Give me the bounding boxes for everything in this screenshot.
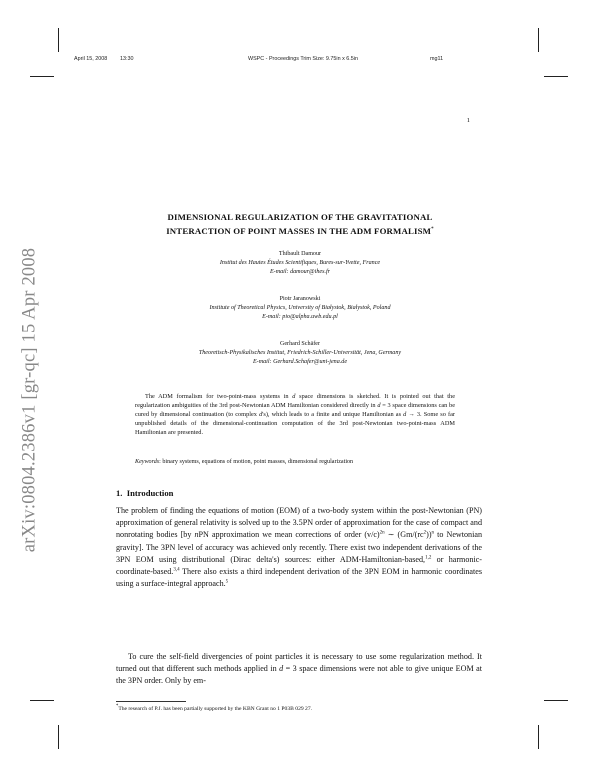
author-email: E-mail: pio@alpha.uwb.edu.pl <box>262 314 338 321</box>
header-trim: WSPC - Proceedings Trim Size: 9.75in x 6.5in <box>248 56 358 62</box>
title-footnote-mark: * <box>431 226 434 232</box>
arxiv-stamp: arXiv:0804.2386v1 [gr-qc] 15 Apr 2008 <box>19 247 40 553</box>
author-affiliation: Institute of Theoretical Physics, University of Białystok, Białystok, Poland <box>209 305 391 312</box>
author-block <box>100 295 500 323</box>
footnote-mark: * <box>116 704 119 709</box>
section-title: Introduction <box>126 488 174 498</box>
section-heading <box>116 488 173 498</box>
author-name: Gerhard Schäfer <box>279 341 321 347</box>
citation: 5 <box>225 579 229 585</box>
footnote-rule <box>116 701 186 702</box>
author-block <box>100 340 500 368</box>
intro-paragraph-1: The problem of finding the equations of motion (EOM) of a two-body system within the post-Newtonian (PN) approximation of general relativity is solved up to the 3.5PN order of approximation for the case of compact and nonrotating bodies [by nPN approximation we mean corrections of order $(v/c)^{2n}$ ∼ $(Gm/(rc^2))^n$ to Newtonian gravity]. The 3PN level of accuracy was achieved only recently. There exist two independent derivations of the 3PN EOM using distributional (Dirac delta's) sources: either ADM-Hamiltonian-based,$^{1,2}$ or harmonic-coordinate-based.$^{3,4}$ There also exists a third independent derivation of the 3PN EOM in harmonic coordinates using a surface-integral approach.$^5$ <box>116 506 482 589</box>
crop-mark <box>30 76 54 77</box>
abstract: The ADM formalism for two-point-mass systems in d space dimensions is sketched. It is pointed out that the regularization ambiguities of the 3rd post-Newtonian ADM Hamiltonian considered directly in d = 3 space dimensions can be cured by dimensional continuation (to complex d's), which leads to a finite and unique Hamiltonian as d → 3. Some so far unpublished details of the dimensional-continuation computation of the 3rd post-Newtonian two-point-mass ADM Hamiltonian are presented. <box>135 393 456 436</box>
author-name: Thibault Damour <box>278 251 322 257</box>
paper-title <box>100 212 500 237</box>
keywords-label: Keywords <box>135 459 160 465</box>
crop-mark <box>538 28 539 52</box>
header-time: 13:30 <box>120 56 134 62</box>
keywords-text: : binary systems, equations of motion, point masses, dimensional regularization <box>159 459 354 465</box>
crop-mark <box>30 700 54 701</box>
header-label: mg11 <box>430 56 444 62</box>
intro-paragraph-2: To cure the self-field divergencies of point particles it is necessary to use some regularization method. It turned out that different such methods applied in d = 3 space dimensions were not able to give unique EOM at the 3PN order. Only by em- <box>116 652 482 686</box>
author-name: Piotr Jaranowski <box>279 296 321 302</box>
footnote-text: The research of P.J. has been partially supported by the KBN Grant no 1 P03B 029 27. <box>118 705 313 712</box>
crop-mark <box>58 725 59 749</box>
crop-mark <box>58 28 59 52</box>
crop-mark <box>544 700 568 701</box>
header-date: April 15, 2008 <box>74 56 108 62</box>
page-number: 1 <box>466 117 470 124</box>
footnote <box>116 704 312 712</box>
title-line-2: INTERACTION OF POINT MASSES IN THE ADM FORMALISM <box>166 225 432 236</box>
author-email: E-mail: Gerhard.Schafer@uni-jena.de <box>252 359 348 366</box>
citation: 1,2 <box>425 555 432 561</box>
author-email: E-mail: damour@ihes.fr <box>269 269 331 276</box>
section-number: 1. <box>116 488 123 498</box>
keywords <box>135 459 465 465</box>
author-affiliation: Institut des Hautes Études Scientifiques, Bures-sur-Yvette, France <box>219 260 381 267</box>
crop-mark <box>544 76 568 77</box>
author-affiliation: Theoretisch-Physikalisches Institut, Friedrich-Schiller-Universität, Jena, Germany <box>198 350 402 357</box>
author-block <box>100 250 500 278</box>
crop-mark <box>538 725 539 749</box>
title-line-1: DIMENSIONAL REGULARIZATION OF THE GRAVITATIONAL <box>167 212 433 222</box>
citation: 3,4 <box>173 567 180 573</box>
